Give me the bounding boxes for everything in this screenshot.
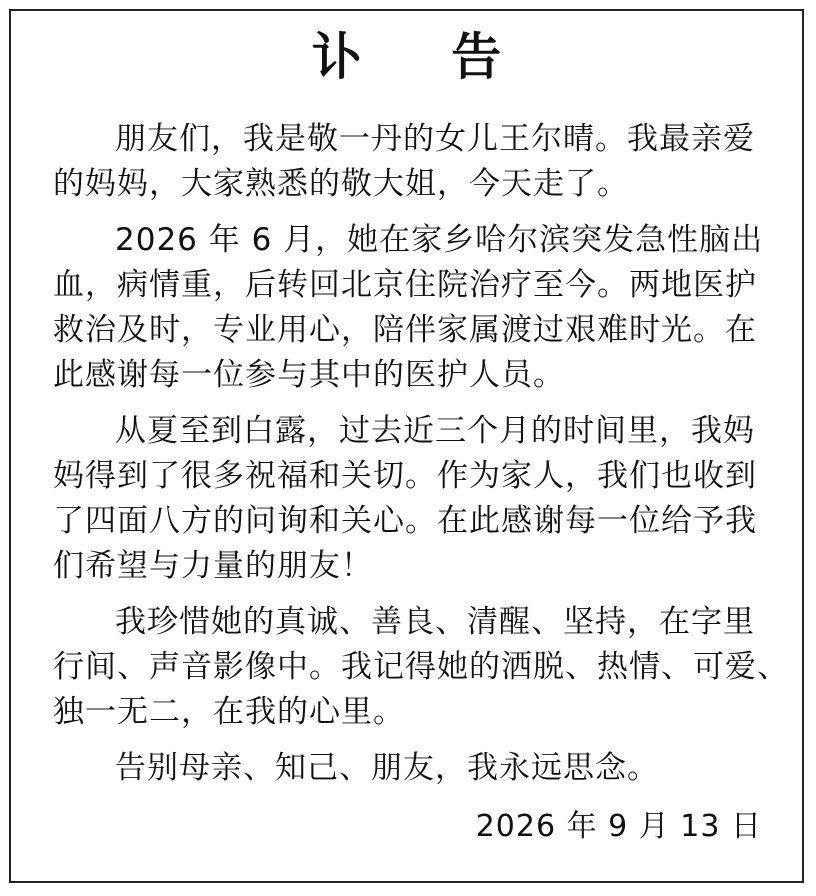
paragraph-gratitude: 从夏至到白露，过去近三个月的时间里，我妈 妈得到了很多祝福和关切。作为家人，我们也收到 了四面八方的问询和关心。在此感谢每一位给予我 们希望与力量的朋友！ (53, 413, 757, 584)
paragraph-illness: 2026 年 6 月，她在家乡哈尔滨突发急性脑出 血，病情重，后转回北京住院治疗至今。两地医护 救治及时，专业用心，陪伴家属渡过艰难时光。在 此感谢每一位参与其中的医护人员。 (53, 222, 764, 393)
paragraph-farewell: 告别母亲、知己、朋友，我永远思念。 (115, 750, 659, 786)
notice-date: 2026 年 9 月 13 日 (475, 809, 762, 844)
paragraph-memory: 我珍惜她的真诚、善良、清醒、坚持，在字里 行间、声音影像中。我记得她的洒脱、热情、可爱、 独一无二，在我的心里。 (53, 604, 789, 730)
paragraph-intro: 朋友们，我是敬一丹的女儿王尔晴。我最亲爱 的妈妈，大家熟悉的敬大姐，今天走了。 (53, 121, 755, 202)
obituary-notice (9, 9, 804, 883)
notice-body (53, 117, 793, 802)
notice-title: 讣 告 (311, 27, 538, 86)
